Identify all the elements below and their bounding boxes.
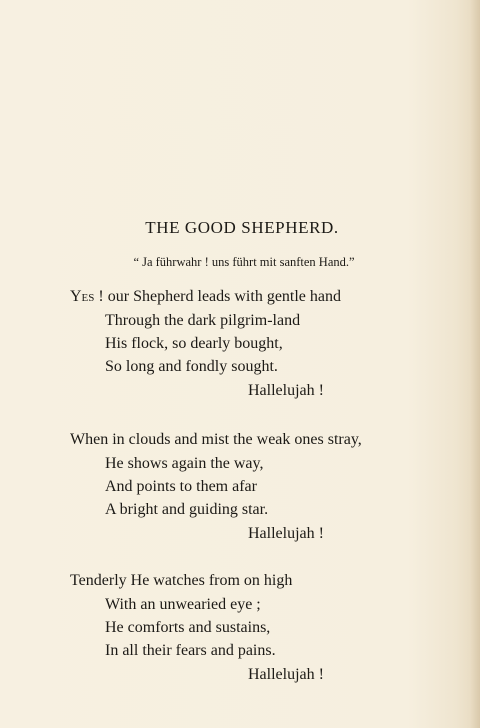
poem-line: When in clouds and mist the weak ones stray, [70,431,362,448]
poem-line: Through the dark pilgrim-land [105,312,301,329]
refrain-line: Hallelujah ! [248,525,324,542]
poem-line: So long and fondly sought. [105,358,278,375]
line-text: ! our Shepherd leads with gentle hand [94,288,342,305]
poem-line: Tenderly He watches from on high [70,572,293,589]
poem-line: In all their fears and pains. [105,642,276,659]
poem-line: He shows again the way, [105,455,264,472]
poem-line: His flock, so dearly bought, [105,335,283,352]
first-word-small-caps: Yes [70,288,95,305]
poem-epigraph: “ Ja führwahr ! uns führt mit sanften Hand.” [133,255,355,269]
poem-title: THE GOOD SHEPHERD. [145,218,339,237]
poem-line [70,289,341,305]
poem-line: And points to them afar [105,478,257,495]
poem-line: With an unwearied eye ; [105,596,261,613]
poem-line: A bright and guiding star. [105,501,269,518]
page-edge-shadow [470,0,480,728]
poem-line: He comforts and sustains, [105,619,271,636]
refrain-line: Hallelujah ! [248,382,324,399]
refrain-line: Hallelujah ! [248,666,324,683]
